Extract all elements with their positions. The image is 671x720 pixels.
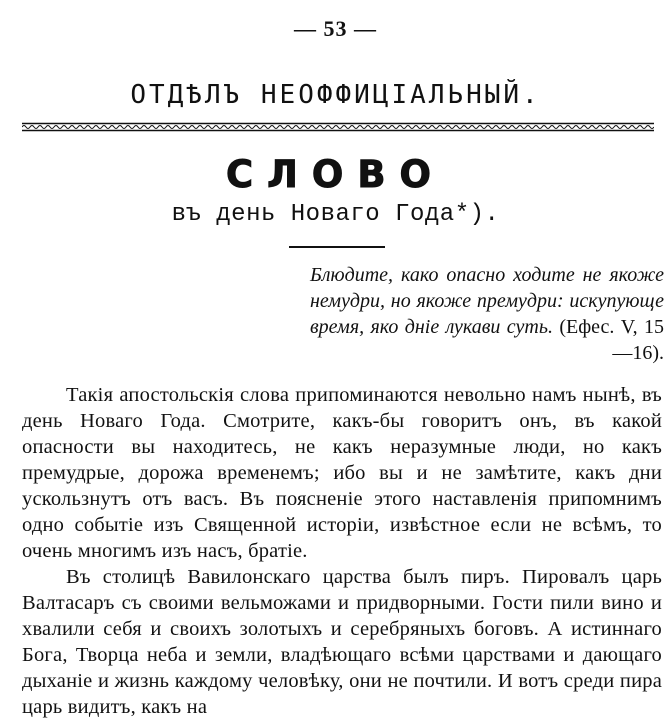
epigraph-reference: (Ефес. V, 15—16). [559, 316, 664, 364]
sermon-subtitle: въ день Новаго Года*). [171, 201, 500, 228]
body-text [22, 382, 662, 720]
paragraph: Такія апостольскія слова припоминаются невольно намъ нынѣ, въ день Новаго Года. Смотрите, какъ-бы говоритъ онъ, въ какой опасности вы находитесь, не какъ неразумные люди, но какъ премудрые, дорожа временемъ; ибо вы и не замѣтите, какъ дни ускользнутъ отъ васъ. Въ поясненіе этого наставленія припомнимъ одно событіе изъ Священной исторіи, извѣстное если не всѣмъ, то очень многимъ изъ насъ, братіе. [22, 384, 662, 562]
epigraph [310, 262, 664, 366]
epigraph-text: Блюдите, како опасно ходите не якоже немудри, но якоже премудри: искупующе время, яко дніе лукави суть. [310, 264, 664, 338]
sermon-title: СЛОВО [226, 153, 445, 196]
paragraph: Въ столицѣ Вавилонскаго царства былъ пиръ. Пировалъ царь Валтасаръ съ своими вельможами и придворными. Гости пили вино и хвалили себя и своихъ золотыхъ и серебряныхъ боговъ. А истиннаго Бога, Творца неба и земли, владѣющаго всѣми царствами и дающаго дыханіе и жизнь каждому человѣку, они не почтили. И вотъ среди пира царь видитъ, какъ на [22, 566, 662, 718]
title-divider [289, 246, 385, 248]
page-number: — 53 — [294, 16, 377, 41]
section-heading: ОТДѢЛЪ НЕОФФИЦІАЛЬНЫЙ. [130, 80, 541, 110]
ornamental-rule [22, 122, 654, 132]
